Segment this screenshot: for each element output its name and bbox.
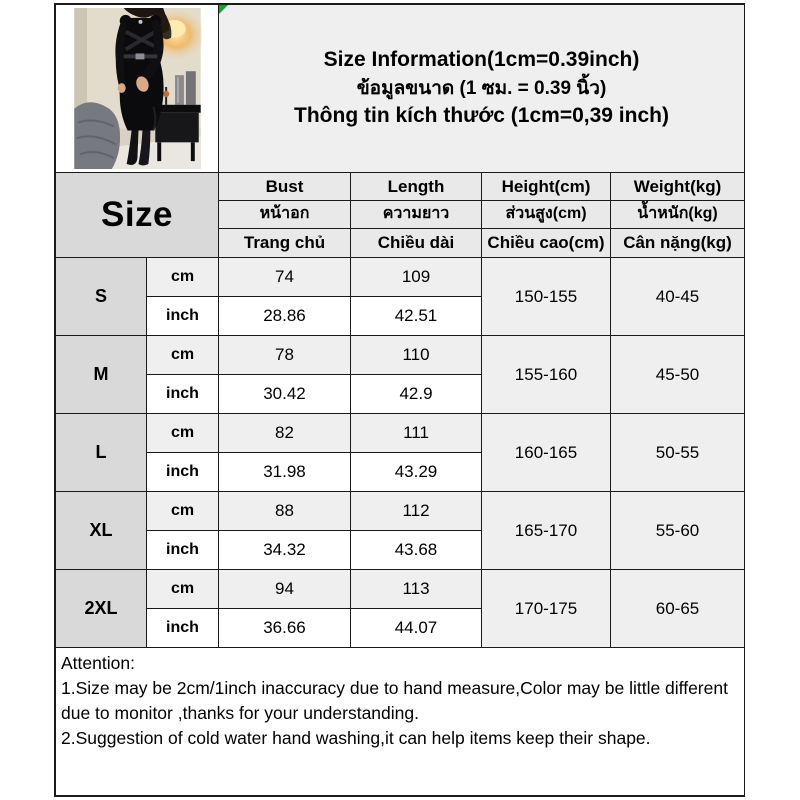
bust-inch-cell: 34.32 [219,531,350,569]
length-inch-cell: 43.68 [351,531,481,569]
unit-cm-cell: cm [147,570,218,608]
bust-cm-cell: 82 [219,414,350,452]
size-cell: L [56,414,146,491]
weight-range-cell: 40-45 [611,258,744,335]
size-cell: XL [56,492,146,569]
header-weight-en: Weight(kg) [611,173,744,200]
height-range-cell: 150-155 [482,258,610,335]
weight-range-cell: 50-55 [611,414,744,491]
length-cm-cell: 109 [351,258,481,296]
length-cm-cell: 111 [351,414,481,452]
unit-inch-cell: inch [147,531,218,569]
header-height-en: Height(cm) [482,173,610,200]
height-range-cell: 170-175 [482,570,610,647]
bust-cm-cell: 94 [219,570,350,608]
unit-inch-cell: inch [147,375,218,413]
length-inch-cell: 44.07 [351,609,481,647]
unit-cm-cell: cm [147,258,218,296]
weight-range-cell: 55-60 [611,492,744,569]
length-cm-cell: 110 [351,336,481,374]
product-photo [73,8,202,169]
bust-cm-cell: 78 [219,336,350,374]
header-length-vi: Chiều dài [351,229,481,257]
size-column-header: Size [56,173,218,257]
bust-cm-cell: 88 [219,492,350,530]
bust-inch-cell: 36.66 [219,609,350,647]
bust-inch-cell: 28.86 [219,297,350,335]
unit-inch-cell: inch [147,609,218,647]
length-inch-cell: 42.9 [351,375,481,413]
length-cm-cell: 113 [351,570,481,608]
bust-inch-cell: 31.98 [219,453,350,491]
height-range-cell: 155-160 [482,336,610,413]
header-bust-th: หน้าอก [219,201,350,228]
unit-cm-cell: cm [147,336,218,374]
unit-inch-cell: inch [147,297,218,335]
header-length-en: Length [351,173,481,200]
length-inch-cell: 42.51 [351,297,481,335]
height-range-cell: 160-165 [482,414,610,491]
size-cell: M [56,336,146,413]
attention-note-1: 1.Size may be 2cm/1inch inaccuracy due to hand measure,Color may be little different due to monitor ,thanks for your understanding. [61,678,728,723]
header-height-th: ส่วนสูง(cm) [482,201,610,228]
height-range-cell: 165-170 [482,492,610,569]
unit-cm-cell: cm [147,492,218,530]
bust-inch-cell: 30.42 [219,375,350,413]
attention-heading: Attention: [61,653,135,673]
attention-note [56,648,744,795]
header-bust-vi: Trang chủ [219,229,350,257]
title-vietnamese: Thông tin kích thước (1cm=0,39 inch) [294,104,669,128]
attention-note-2: 2.Suggestion of cold water hand washing,it can help items keep their shape. [61,728,651,748]
header-length-th: ความยาว [351,201,481,228]
weight-range-cell: 60-65 [611,570,744,647]
size-information-title [219,5,744,172]
header-weight-th: น้ำหนัก(kg) [611,201,744,228]
weight-range-cell: 45-50 [611,336,744,413]
length-inch-cell: 43.29 [351,453,481,491]
size-cell: 2XL [56,570,146,647]
green-corner-marker-icon [219,5,228,14]
title-english: Size Information(1cm=0.39inch) [323,48,640,72]
size-cell: S [56,258,146,335]
bust-cm-cell: 74 [219,258,350,296]
unit-cm-cell: cm [147,414,218,452]
unit-inch-cell: inch [147,453,218,491]
length-cm-cell: 112 [351,492,481,530]
header-height-vi: Chiều cao(cm) [482,229,610,257]
title-thai: ข้อมูลขนาด (1 ซม. = 0.39 นิ้ว) [356,77,607,99]
size-chart-table [54,3,745,797]
product-photo-cell [56,5,218,172]
header-weight-vi: Cân nặng(kg) [611,229,744,257]
header-bust-en: Bust [219,173,350,200]
